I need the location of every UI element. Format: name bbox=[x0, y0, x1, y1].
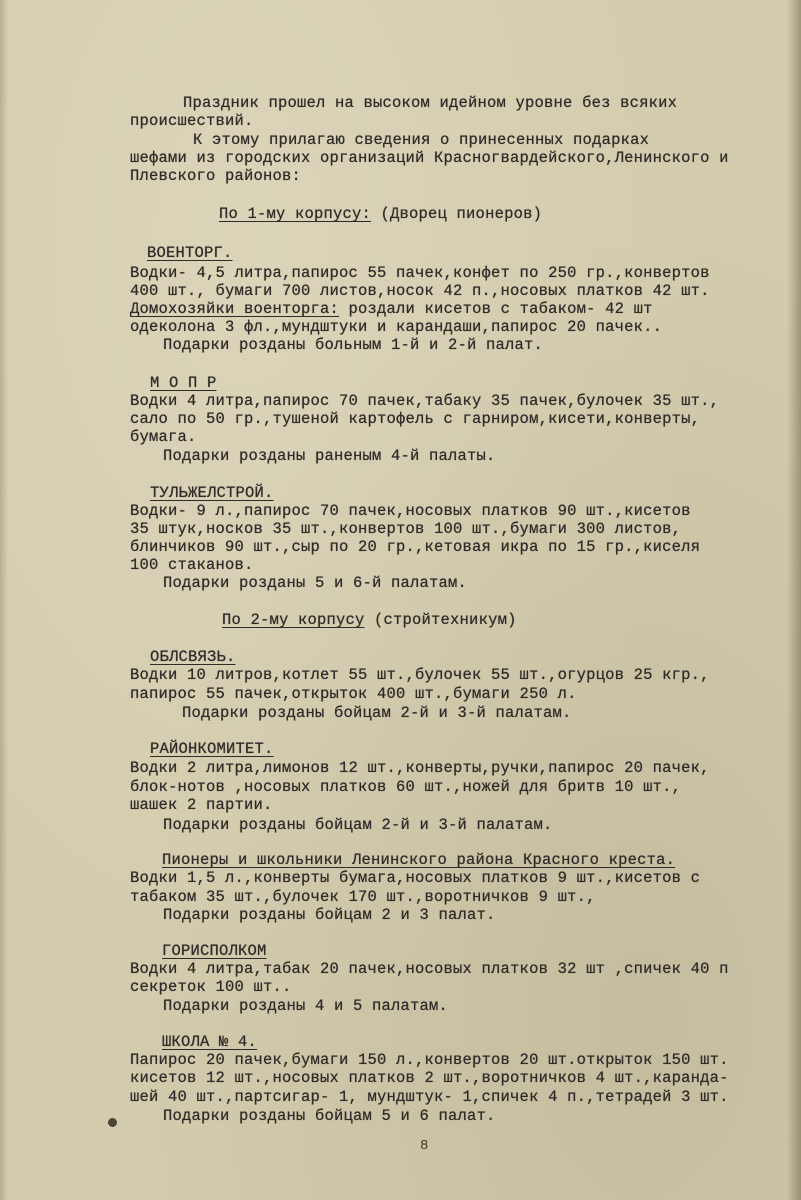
section-line: блок-нотов ,носовых платков 60 шт.,ножей для бритв 10 шт., bbox=[130, 778, 682, 796]
section-line bbox=[130, 300, 653, 318]
punch-hole bbox=[108, 1118, 117, 1127]
distribution-note: Подарки розданы бойцам 2 и 3 палат. bbox=[163, 906, 496, 924]
section-heading-mopr: М О П Р bbox=[150, 374, 217, 392]
section-heading-gorispolkom: ГОРИСПОЛКОМ bbox=[162, 942, 267, 960]
section-line: Водки 10 литров,котлет 55 шт.,булочек 55 шт.,огурцов 25 кгр., bbox=[130, 666, 710, 684]
section-heading-school: ШКОЛА № 4. bbox=[162, 1033, 258, 1051]
section-line: Водки 2 литра,лимонов 12 шт.,конверты,ручки,папирос 20 пачек, bbox=[130, 759, 710, 777]
distribution-note: Подарки розданы 5 и 6-й палатам. bbox=[163, 574, 468, 592]
corpus-1-place: (Дворец пионеров) bbox=[380, 205, 543, 223]
housewives-subheading: Домохозяйки военторга: bbox=[130, 300, 340, 318]
corpus-2-heading bbox=[222, 611, 517, 629]
section-line-rest: роздали кисетов с табаком- 42 шт bbox=[339, 300, 653, 318]
section-line: Водки- 9 л.,папирос 70 пачек,носовых платков 90 шт.,кисетов bbox=[130, 502, 691, 520]
corpus-1-heading bbox=[219, 205, 542, 223]
distribution-note: Подарки розданы бойцам 2-й и 3-й палатам. bbox=[182, 704, 572, 722]
section-line: сало по 50 гр.,тушеной картофель с гарниром,кисети,конверты, bbox=[130, 410, 701, 428]
intro-line: К этому прилагаю сведения о принесенных подарках bbox=[193, 131, 650, 149]
page-edge-shadow bbox=[0, 0, 8, 1200]
section-line: секреток 100 шт.. bbox=[130, 978, 292, 996]
section-line: одеколона 3 фл.,мундштуки и карандаши,папирос 20 пачек.. bbox=[130, 318, 663, 336]
distribution-note: Подарки розданы бойцам 5 и 6 палат. bbox=[163, 1107, 496, 1125]
section-line: табаком 35 шт.,булочек 170 шт.,воротничков 9 шт., bbox=[130, 888, 596, 906]
intro-line: происшествий. bbox=[130, 112, 254, 130]
page-edge-shadow bbox=[787, 0, 801, 1200]
section-line: 400 шт., бумаги 700 листов,носок 42 п.,носовых платков 42 шт. bbox=[130, 282, 710, 300]
section-line: кисетов 12 шт.,носовых платков 2 шт.,воротничков 4 шт.,каранда- bbox=[130, 1069, 729, 1087]
intro-line: Праздник прошел на высоком идейном уровне без всяких bbox=[183, 94, 678, 112]
distribution-note: Подарки розданы бойцам 2-й и 3-й палатам. bbox=[163, 816, 553, 834]
section-line: шашек 2 партии. bbox=[130, 796, 273, 814]
corpus-2-title: По 2-му корпусу bbox=[222, 611, 365, 629]
section-line: блинчиков 90 шт.,сыр по 20 гр.,кетовая икра по 15 гр.,киселя bbox=[130, 538, 701, 556]
intro-line: Плевского районов: bbox=[130, 167, 302, 185]
section-heading-raikom: РАЙОНКОМИТЕТ. bbox=[150, 740, 274, 758]
section-line: 35 штук,носков 35 шт.,конвертов 100 шт.,бумаги 300 листов, bbox=[130, 520, 682, 538]
section-heading-pioneers: Пионеры и школьники Ленинского района Красного креста. bbox=[162, 851, 676, 869]
section-line: Водки 1,5 л.,конверты бумага,носовых платков 9 шт.,кисетов с bbox=[130, 869, 701, 887]
page-number: 8 bbox=[420, 1138, 429, 1154]
section-heading-tulzhelstroy: ТУЛЬЖЕЛСТРОЙ. bbox=[150, 484, 274, 502]
distribution-note: Подарки розданы 4 и 5 палатам. bbox=[163, 997, 449, 1015]
section-line: Водки 4 литра,папирос 70 пачек,табаку 35 пачек,булочек 35 шт., bbox=[130, 392, 720, 410]
intro-line: шефами из городских организаций Красногвардейского,Ленинского и bbox=[130, 149, 729, 167]
distribution-note: Подарки розданы больным 1-й и 2-й палат. bbox=[163, 336, 544, 354]
corpus-1-title: По 1-му корпусу: bbox=[219, 205, 372, 223]
section-heading-voentorg: ВОЕНТОРГ. bbox=[147, 244, 233, 262]
section-line: 100 стаканов. bbox=[130, 556, 254, 574]
section-line: бумага. bbox=[130, 428, 197, 446]
section-line: папирос 55 пачек,открыток 400 шт.,бумаги 250 л. bbox=[130, 685, 577, 703]
section-heading-oblsvyaz: ОБЛСВЯЗЬ. bbox=[150, 648, 236, 666]
section-line: Водки- 4,5 литра,папирос 55 пачек,конфет по 250 гр.,конвертов bbox=[130, 264, 710, 282]
section-line: Водки 4 литра,табак 20 пачек,носовых платков 32 шт ,спичек 40 п bbox=[130, 960, 729, 978]
section-line: шей 40 шт.,партсигар- 1, мундштук- 1,спичек 4 п.,тетрадей 3 шт. bbox=[130, 1088, 729, 1106]
distribution-note: Подарки розданы раненым 4-й палаты. bbox=[163, 447, 496, 465]
corpus-2-place: (стройтехникум) bbox=[374, 611, 517, 629]
section-line: Папирос 20 пачек,бумаги 150 л.,конвертов 20 шт.открыток 150 шт. bbox=[130, 1051, 729, 1069]
